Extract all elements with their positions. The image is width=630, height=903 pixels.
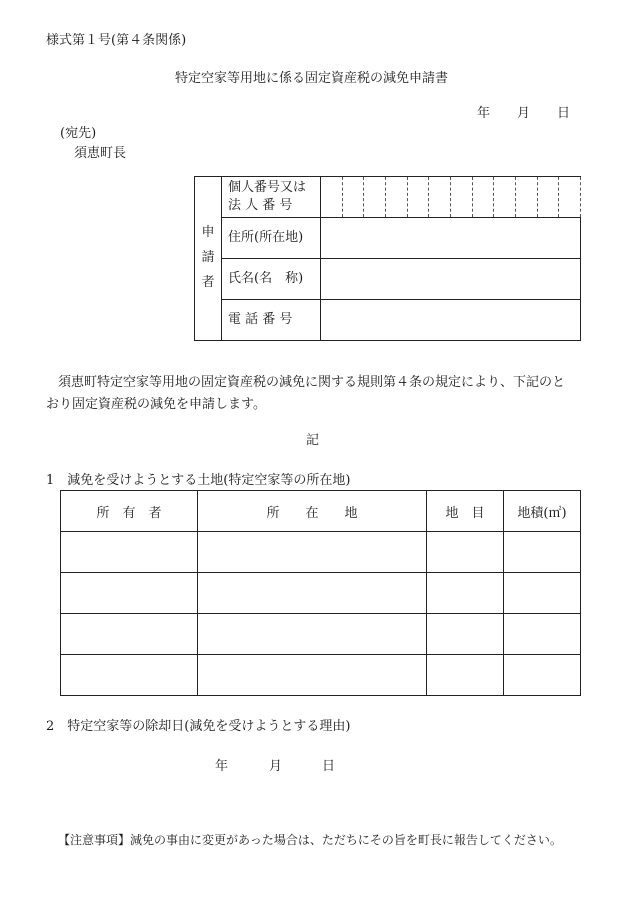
date-month-label: 月 [517,106,531,121]
number-digit-box[interactable] [559,177,581,218]
removal-day-label: 日 [322,759,336,774]
land-category-cell[interactable] [427,532,504,573]
body-text-line2: おり固定資産税の減免を申請します。 [46,397,266,412]
number-digit-box[interactable] [515,177,537,218]
applicant-row-address [195,218,581,259]
name-label: 氏名(名 称) [222,259,321,300]
location-cell[interactable] [198,614,427,655]
area-column-header: 地積(㎡) [504,491,581,532]
owner-cell[interactable] [61,614,198,655]
name-field[interactable] [321,259,581,300]
owner-cell[interactable] [61,573,198,614]
addressee-label: (宛先) [60,126,97,141]
owner-cell[interactable] [61,655,198,696]
date-day-label: 日 [557,106,571,121]
individual-number-label: 個人番号又は 法 人 番 号 [222,177,321,218]
applicant-row-number [195,177,581,218]
applicant-side-label: 申 請 者 [195,177,222,341]
number-digit-box[interactable] [321,177,343,218]
removal-year-label: 年 [215,759,229,774]
number-digit-box[interactable] [494,177,516,218]
applicant-row-name [195,259,581,300]
location-cell[interactable] [198,655,427,696]
land-category-cell[interactable] [427,573,504,614]
land-category-cell[interactable] [427,614,504,655]
form-number: 様式第１号(第４条関係) [46,33,187,48]
owner-cell[interactable] [61,532,198,573]
number-digit-box[interactable] [472,177,494,218]
number-digit-box[interactable] [429,177,451,218]
area-cell[interactable] [504,655,581,696]
location-cell[interactable] [198,573,427,614]
removal-month-label: 月 [269,759,283,774]
body-text-line1: 須恵町特定空家等用地の固定資産税の減免に関する規則第４条の規定により、下記のと [58,375,566,390]
addressee-name: 須恵町長 [74,146,127,161]
land-table-row [61,655,581,696]
section1-heading: 1 減免を受けようとする土地(特定空家等の所在地) [46,473,351,488]
address-label: 住所(所在地) [222,218,321,259]
address-field[interactable] [321,218,581,259]
land-category-cell[interactable] [427,655,504,696]
number-digit-box[interactable] [364,177,386,218]
location-cell[interactable] [198,532,427,573]
land-table-row [61,573,581,614]
notice-text: 【注意事項】減免の事由に変更があった場合は、ただちにその旨を町長に報告してください。 [58,833,562,847]
number-digit-box[interactable] [407,177,429,218]
land-table-row [61,532,581,573]
land-category-column-header: 地 目 [427,491,504,532]
number-digit-box[interactable] [450,177,472,218]
number-digit-box[interactable] [537,177,559,218]
number-digit-box[interactable] [385,177,407,218]
land-table-header [61,491,581,532]
ki-heading: 記 [306,433,320,448]
area-cell[interactable] [504,614,581,655]
section2-heading: 2 特定空家等の除却日(減免を受けようとする理由) [46,719,351,734]
phone-field[interactable] [321,300,581,341]
applicant-row-phone [195,300,581,341]
number-digit-box[interactable] [342,177,364,218]
location-column-header: 所 在 地 [198,491,427,532]
date-year-label: 年 [477,106,491,121]
area-cell[interactable] [504,573,581,614]
phone-label: 電 話 番 号 [222,300,321,341]
owner-column-header: 所 有 者 [61,491,198,532]
area-cell[interactable] [504,532,581,573]
land-table-row [61,614,581,655]
land-table [60,490,581,696]
document-title: 特定空家等用地に係る固定資産税の減免申請書 [175,71,449,86]
applicant-table [194,176,581,341]
